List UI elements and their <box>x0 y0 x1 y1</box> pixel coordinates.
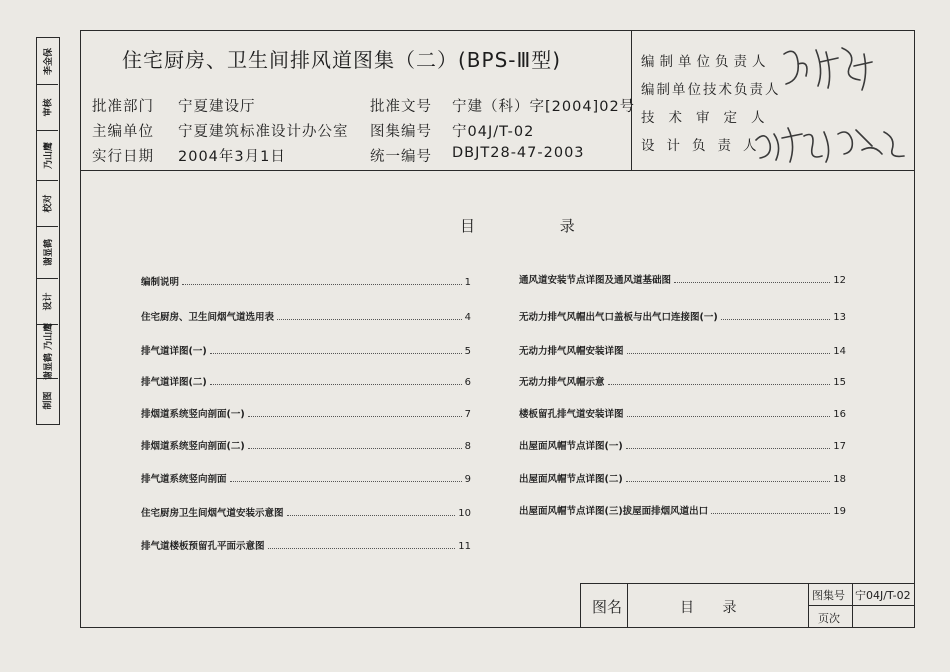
atlas-no-value: 宁04J/T-02 <box>452 124 535 140</box>
toc-entry: 出屋面风帽节点详图(二) 18 <box>519 474 846 485</box>
toc-entry: 排烟道系统竖向剖面(一) 7 <box>141 409 471 420</box>
unified-no-value: DBJT28-47-2003 <box>452 145 585 161</box>
toc-entry: 出屋面风帽节点详图(一) 17 <box>519 441 846 452</box>
side-cell-drawing: 制图 <box>43 391 54 410</box>
side-cell-review: 审核 <box>37 84 58 131</box>
approval-dept-label: 批准部门 <box>92 99 154 115</box>
resp-row-tech-review: 技术审定人 <box>641 110 779 126</box>
impl-date-value: 2004年3月1日 <box>178 149 286 165</box>
resp-row-tech-head: 编制单位技术负责人 <box>641 82 781 98</box>
editor-value: 宁夏建筑标准设计办公室 <box>178 124 349 140</box>
toc-entry: 排气道详图(二) 6 <box>141 377 471 388</box>
resp-row-design-head: 设计负责人 <box>641 138 769 154</box>
toc-entry: 编制说明 1 <box>141 277 471 288</box>
toc-title: 目 录 <box>460 217 615 235</box>
toc-entry: 排气道详图(一) 5 <box>141 346 471 357</box>
approval-dept-value: 宁夏建设厅 <box>178 99 256 115</box>
approval-doc-label: 批准文号 <box>370 99 432 115</box>
resp-row-unit-head: 编制单位负责人 <box>641 54 771 70</box>
unified-no-label: 统一编号 <box>370 149 432 165</box>
side-cell-signature-3: 谢显鹤 <box>37 226 58 279</box>
atlas-title: 住宅厨房、卫生间排风道图集（二）(BPS-Ⅲ型) <box>122 48 562 72</box>
atlas-no-label-block: 图集号 <box>812 589 845 602</box>
handwritten-signature-2 <box>752 120 912 166</box>
side-cell-signature-1: 李金保 <box>37 38 58 85</box>
toc-entry: 出屋面风帽节点详图(三)拔屋面排烟风道出口 19 <box>519 506 846 517</box>
toc-entry: 楼板留孔排气道安装详图 16 <box>519 409 846 420</box>
toc-entry: 住宅厨房、卫生间烟气道选用表 4 <box>141 312 471 323</box>
toc-entry: 无动力排气风帽安装详图 14 <box>519 346 846 357</box>
atlas-no-label: 图集编号 <box>370 124 432 140</box>
side-cell-signature-4: 谢显鹤 乃山鹰 <box>37 324 58 379</box>
toc-entry: 通风道安装节点详图及通风道基础图 12 <box>519 275 846 286</box>
impl-date-label: 实行日期 <box>92 149 154 165</box>
toc-entry: 无动力排气风帽示意 15 <box>519 377 846 388</box>
side-cell-check: 校对 <box>37 180 58 227</box>
toc-entry: 排气道系统竖向剖面 9 <box>141 474 471 485</box>
side-signature-strip <box>36 37 60 425</box>
atlas-no-value-block: 宁04J/T-02 <box>855 589 911 602</box>
handwritten-signature-1 <box>776 40 886 96</box>
toc-entry: 排气道楼板预留孔平面示意图 11 <box>141 541 471 552</box>
side-cell-signature-2: 乃山鹰 <box>37 130 58 181</box>
approval-doc-value: 宁建（科）字[2004]02号 <box>452 99 636 115</box>
toc-entry: 排烟道系统竖向剖面(二) 8 <box>141 441 471 452</box>
editor-label: 主编单位 <box>92 124 154 140</box>
drawing-name-value: 目 录 <box>680 600 749 616</box>
toc-entry: 无动力排气风帽出气口盖板与出气口连接图(一) 13 <box>519 312 846 323</box>
page-label: 页次 <box>818 612 840 625</box>
drawing-name-label: 图名 <box>592 598 623 616</box>
side-cell-design: 设计 <box>37 278 58 325</box>
title-block-divider <box>627 583 628 628</box>
toc-entry: 住宅厨房卫生间烟气道安装示意图 10 <box>141 508 471 519</box>
title-block-divider <box>808 605 915 606</box>
